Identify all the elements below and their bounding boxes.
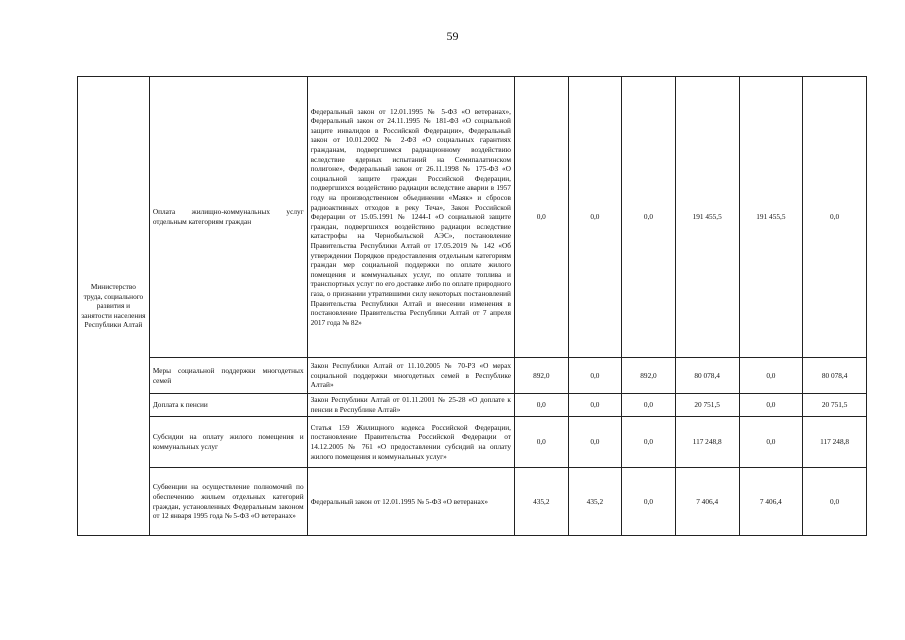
- value-cell: 117 248,8: [803, 417, 867, 468]
- legal-basis-cell: Закон Республики Алтай от 01.11.2001 № 25-28 «О доплате к пенсии в Республике Алтай»: [307, 394, 514, 417]
- value-cell: 0,0: [622, 77, 676, 358]
- value-cell: 0,0: [514, 417, 568, 468]
- organization-cell: Министерство труда, социального развития и занятости населения Республики Алтай: [78, 77, 150, 536]
- measure-cell: Меры социальной поддержки многодетных семей: [149, 358, 307, 394]
- value-cell: 0,0: [739, 358, 803, 394]
- value-cell: 0,0: [803, 77, 867, 358]
- value-cell: 20 751,5: [803, 394, 867, 417]
- legal-basis-cell: Федеральный закон от 12.01.1995 № 5-ФЗ «О ветеранах»: [307, 468, 514, 536]
- value-cell: 892,0: [622, 358, 676, 394]
- legal-basis-cell: Закон Республики Алтай от 11.10.2005 № 70-РЗ «О мерах социальной поддержки многодетных семей в Республике Алтай»: [307, 358, 514, 394]
- value-cell: 0,0: [514, 77, 568, 358]
- value-cell: 0,0: [622, 468, 676, 536]
- value-cell: 0,0: [568, 394, 622, 417]
- legal-basis-cell: Статья 159 Жилищного кодекса Российской Федерации, постановление Правительства Российской Федерации от 14.12.2005 № 761 «О предоставлении субсидий на оплату жилого помещения и коммунальных услуг»: [307, 417, 514, 468]
- value-cell: 435,2: [568, 468, 622, 536]
- value-cell: 191 455,5: [675, 77, 739, 358]
- budget-table: [77, 76, 867, 536]
- value-cell: 80 078,4: [803, 358, 867, 394]
- value-cell: 7 406,4: [739, 468, 803, 536]
- measure-cell: Доплата к пенсии: [149, 394, 307, 417]
- legal-basis-cell: Федеральный закон от 12.01.1995 № 5-ФЗ «О ветеранах», Федеральный закон от 24.11.1995 № 181-ФЗ «О социальной защите инвалидов в Российской Федерации», Федеральный закон от 10.01.2002 № 2-ФЗ «О социальных гарантиях гражданам, подвергшимся радиационному воздействию вследствие ядерных испытаний на Семипалатинском полигоне», Федеральный закон от 26.11.1998 № 175-ФЗ «О социальной защите граждан Российской Федерации, подвергшихся воздействию радиации вследствие аварии в 1957 году на производственном объединении «Маяк» и сбросов радиоактивных отходов в реку Теча», Закон Российской Федерации от 15.05.1991 № 1244-I «О социальной защите граждан, подвергшихся воздействию радиации вследствие катастрофы на Чернобыльской АЭС», постановление Правительства Республики Алтай от 17.05.2019 № 142 «Об утверждении Порядков предоставления отдельным категориям граждан мер социальной поддержки по оплате жилого помещения и коммунальных услуг, по оплате топлива и транспортных услуг по его доставке либо по оплате природного газа, о признании утратившими силу некоторых постановлений Правительства Республики Алтай и внесении изменения в постановление Правительства Республики Алтай от 7 апреля 2017 года № 82»: [307, 77, 514, 358]
- value-cell: 0,0: [739, 394, 803, 417]
- value-cell: 20 751,5: [675, 394, 739, 417]
- value-cell: 0,0: [622, 417, 676, 468]
- value-cell: 7 406,4: [675, 468, 739, 536]
- value-cell: 80 078,4: [675, 358, 739, 394]
- value-cell: 0,0: [803, 468, 867, 536]
- table-row: [78, 394, 867, 417]
- value-cell: 0,0: [514, 394, 568, 417]
- measure-cell: Субсидии на оплату жилого помещения и коммунальных услуг: [149, 417, 307, 468]
- value-cell: 191 455,5: [739, 77, 803, 358]
- table-row: [78, 468, 867, 536]
- measure-cell: Субвенции на осуществление полномочий по обеспечению жильем отдельных категорий граждан, установленных Федеральным законом от 12 января 1995 года № 5-ФЗ «О ветеранах»: [149, 468, 307, 536]
- value-cell: 117 248,8: [675, 417, 739, 468]
- value-cell: 892,0: [514, 358, 568, 394]
- table-row: [78, 358, 867, 394]
- value-cell: 0,0: [568, 358, 622, 394]
- value-cell: 0,0: [568, 417, 622, 468]
- value-cell: 0,0: [739, 417, 803, 468]
- value-cell: 0,0: [622, 394, 676, 417]
- value-cell: 0,0: [568, 77, 622, 358]
- value-cell: 435,2: [514, 468, 568, 536]
- table-row: [78, 417, 867, 468]
- measure-cell: Оплата жилищно-коммунальных услуг отдельным категориям граждан: [149, 77, 307, 358]
- page-number: 59: [446, 29, 459, 43]
- table-row: [78, 77, 867, 358]
